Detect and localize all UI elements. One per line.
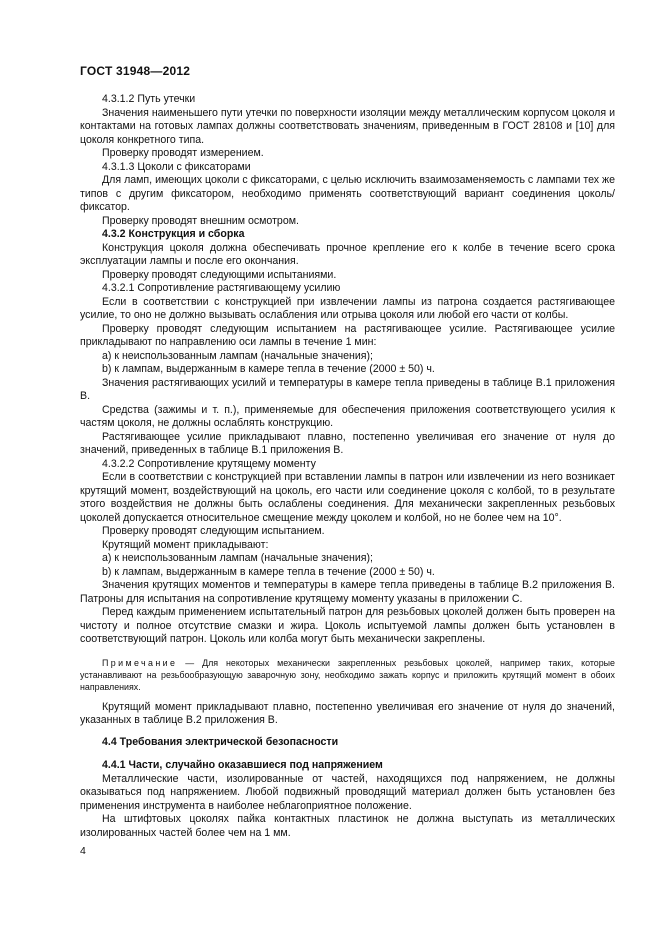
paragraph: Проверку проводят следующими испытаниями.: [102, 268, 337, 281]
clause-4-3-1-3-title: 4.3.1.3 Цоколи с фиксаторами: [102, 160, 251, 173]
paragraph: Значения наименьшего пути утечки по поверхности изоляции между металлическим корпусом цоколя и контактами на готовых лампах должны соответствовать значениям, приведенным в ГОСТ 28108 и [10] для цоколя конкретного типа.: [80, 106, 615, 146]
paragraph: Если в соответствии с конструкцией при извлечении лампы из патрона создается растягивающее усилие, то оно не должно вызывать ослабления или отрыва цоколя или любой его части от колбы.: [80, 295, 615, 321]
note-text: — Для некоторых механически закрепленных резьбовых цоколей, например таких, которые устанавливают на резьбообразующую заварочную зону, необходимо зажать корпус и приложить крутящий момент в обоих направлениях.: [80, 657, 615, 692]
paragraph: Значения растягивающих усилий и температуры в камере тепла приведены в таблице В.1 приложения В.: [80, 376, 615, 402]
paragraph: Конструкция цоколя должна обеспечивать прочное крепление его к колбе в течение всего срока эксплуатации лампы и после его окончания.: [80, 241, 615, 267]
paragraph: Если в соответствии с конструкцией при вставлении лампы в патрон или извлечении из него возникает крутящий момент, воздействующий на цоколь, его части или соединение цоколя с колбой, то в результате этого воздействия не должны быть ослаблены соединения. Для механически закрепленных резьбовых цоколей допускается относительное смещение между цоколем и колбой, но не более чем на 10°.: [80, 471, 615, 524]
page-number: 4: [80, 845, 86, 857]
paragraph: Крутящий момент прикладывают:: [102, 538, 269, 551]
list-item: b) к лампам, выдержанным в камере тепла в течение (2000 ± 50) ч.: [102, 363, 435, 375]
list-item: b) к лампам, выдержанным в камере тепла в течение (2000 ± 50) ч.: [102, 565, 435, 578]
paragraph: Проверку проводят следующим испытанием на растягивающее усилие. Растягивающее усилие прикладывают по направлению оси лампы в течение 1 мин:: [80, 322, 615, 348]
note-label: Примечание: [102, 657, 178, 668]
list-item: a) к неиспользованным лампам (начальные значения);: [102, 552, 373, 564]
clause-4-3-1-2-title: 4.3.1.2 Путь утечки: [102, 93, 196, 105]
paragraph: Крутящий момент прикладывают плавно, постепенно увеличивая его значение от нуля до значений, указанных в таблице В.2 приложения В.: [80, 700, 615, 726]
paragraph: Средства (зажимы и т. п.), применяемые для обеспечения приложения соответствующего усилия к частям цоколя, не должны ослаблять конструкцию.: [80, 403, 615, 429]
section-4-3-2-heading: 4.3.2 Конструкция и сборка: [102, 228, 245, 240]
paragraph: Проверку проводят измерением.: [102, 147, 264, 159]
paragraph: Проверку проводят следующим испытанием.: [102, 525, 325, 537]
paragraph: Для ламп, имеющих цоколи с фиксаторами, с целью исключить взаимозаменяемость с лампами тех же типов с другим фиксатором, необходимо применять соответствующий вариант соединения цоколь/фиксатор.: [80, 174, 615, 213]
document-header: ГОСТ 31948—2012: [80, 64, 191, 78]
section-4-4-heading: 4.4 Требования электрической безопасности: [102, 735, 339, 748]
paragraph: Значения крутящих моментов и температуры в камере тепла приведены в таблице В.2 приложения В. Патроны для испытания на сопротивление крутящему моменту указаны в приложении С.: [80, 579, 615, 605]
document-page: [80, 64, 615, 840]
note: [80, 657, 615, 693]
paragraph: Растягивающее усилие прикладывают плавно, постепенно увеличивая его значение от нуля до значений, приведенных в таблице В.1 приложения В.: [80, 430, 615, 456]
section-4-4-1-heading: 4.4.1 Части, случайно оказавшиеся под напряжением: [102, 759, 383, 771]
paragraph: Металлические части, изолированные от частей, находящихся под напряжением, не должны оказываться под напряжением. Любой подвижный проводящий материал должен быть установлен без применения инструмента в наиболее неблагоприятное положение.: [80, 772, 615, 812]
paragraph: На штифтовых цоколях пайка контактных пластинок не должна выступать из металлических изолированных частей более чем на 1 мм.: [80, 813, 615, 839]
body-text: [80, 93, 615, 647]
paragraph: Перед каждым применением испытательный патрон для резьбовых цоколей должен быть проверен на чистоту и полное отсутствие смазки и жира. Цоколь испытуемой лампы должен быть установлен в соответствующий патрон. Цоколь или колба могут быть механически закреплены.: [80, 606, 615, 645]
clause-4-3-2-2-title: 4.3.2.2 Сопротивление крутящему моменту: [102, 457, 316, 470]
body-text-continued: [80, 701, 615, 841]
clause-4-3-2-1-title: 4.3.2.1 Сопротивление растягивающему усилию: [102, 282, 341, 294]
paragraph: Проверку проводят внешним осмотром.: [102, 214, 299, 227]
list-item: a) к неиспользованным лампам (начальные значения);: [102, 349, 373, 362]
